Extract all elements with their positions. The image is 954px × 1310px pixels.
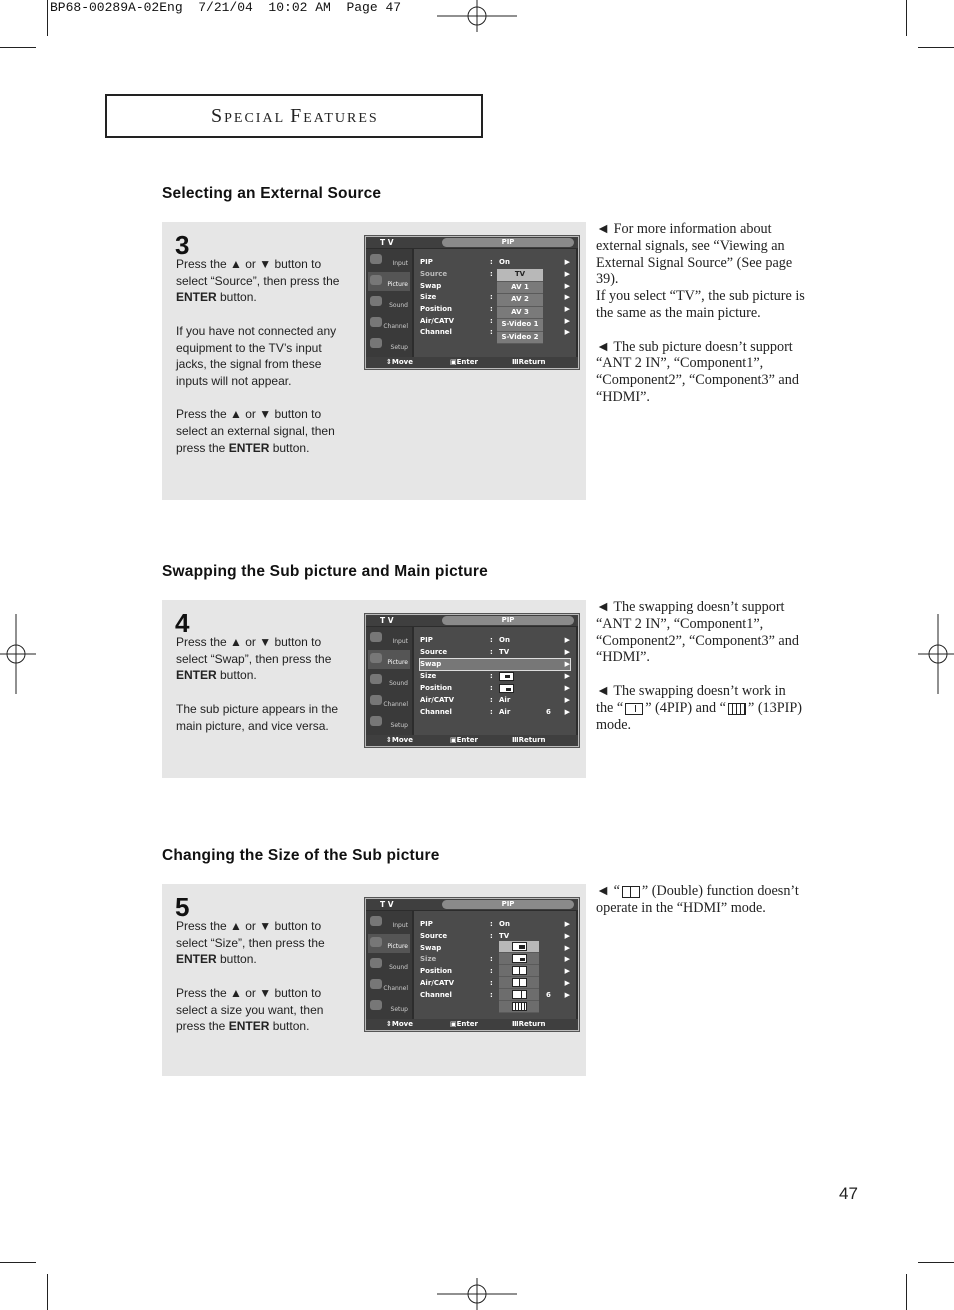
tv-osd-menu: T V PIP Input Picture Sound Channel Setup PIP : On ▶ Source : ▶ Swap ▶ Size : ▶ Position : ▶ Air/CATV : ▶ Channel : ▶ TV AV 1 AV 2 AV 3 S-Video 1 S-Video 2 ⇕ Move ▣ Enter Ⅲ Return (365, 236, 579, 369)
section-title: Selecting an External Source (162, 185, 382, 202)
step-number: 3 (175, 230, 190, 260)
crop-mark (918, 1262, 954, 1263)
crop-mark (0, 1262, 36, 1263)
crop-mark (918, 47, 954, 48)
crop-mark (906, 0, 907, 36)
step-panel (162, 222, 586, 500)
tv-osd-menu: T V PIP Input Picture Sound Channel Setup PIP : On ▶ Source : TV ▶ Swap ▶ Size : ▶ Position : ▶ Air/CATV : Air ▶ Channel : Air 6 ▶ ⇕ Move ▣ Enter Ⅲ Return (365, 614, 579, 747)
osd-sidebar: Input Picture Sound Channel Setup (366, 911, 412, 1019)
osd-sidebar: Input Picture Sound Channel Setup (366, 627, 412, 735)
13pip-icon (728, 703, 746, 715)
section-header-box (105, 94, 483, 138)
side-notes: ◄ The swapping doesn’t support “ANT 2 IN”, “Component1”, “Component2”, “Component3” and “HDMI”. ◄ The swapping doesn’t work in the “ ” (4PIP) and “ ” (13PIP) mode. (596, 599, 806, 750)
crop-mark (47, 1274, 48, 1310)
registration-mark (918, 614, 954, 694)
registration-mark (437, 1278, 517, 1310)
page-number: 47 (839, 1184, 858, 1203)
section-header-title: SPECIAL FEATURES (211, 105, 379, 127)
osd-sidebar: Input Picture Sound Channel Setup (366, 249, 412, 357)
double-icon (622, 886, 640, 898)
step-instructions: Press the ▲ or ▼ button to select “Source”, then press the ENTER button. If you have not connected any equipment to the TV’s input jacks, the signal from these inputs will not appear. Press the ▲ or ▼ button to select an external signal, then press the ENTER button. (176, 257, 340, 455)
tv-osd-menu: T V PIP Input Picture Sound Channel Setup PIP : On ▶ Source : TV ▶ Swap ▶ Size : ▶ Position : ▶ Air/CATV : ▶ Channel : 6 ▶ ⇕ Move ▣ Enter Ⅲ Return (365, 898, 579, 1031)
side-notes: ◄ For more information about external signals, see “Viewing an External Signal Source” (See page 39). If you select “TV”, the sub picture is the same as the main picture. ◄ The sub picture doesn’t support “ANT 2 IN”, “Component1”, “Component2”, “Component3” and “HDMI”. (596, 221, 805, 405)
double-note-with-icon: ◄ “ ” (Double) function doesn’t operate in the “HDMI” mode. (596, 883, 799, 916)
crop-mark (906, 1274, 907, 1310)
crop-mark (47, 0, 48, 36)
step-panel (162, 884, 586, 1076)
crop-mark (0, 47, 36, 48)
registration-mark (437, 0, 517, 32)
size-dropdown (499, 941, 539, 1013)
print-slug: BP68-00289A-02Eng 7/21/04 10:02 AM Page 47 (50, 0, 402, 15)
section-title: Swapping the Sub picture and Main picture (162, 563, 488, 580)
swap-note-with-icons: ◄ The swapping doesn’t work in the “ ” (4PIP) and “ ” (13PIP) mode. (596, 682, 802, 733)
4pip-icon (625, 703, 643, 715)
step-number: 4 (175, 608, 190, 638)
side-notes (596, 883, 806, 933)
registration-mark (0, 614, 36, 694)
section-title: Changing the Size of the Sub picture (162, 847, 440, 864)
step-instructions: Press the ▲ or ▼ button to select “Swap”, then press the ENTER button. The sub picture appears in the main picture, and vice versa. (176, 635, 339, 733)
source-dropdown: TV AV 1 AV 2 AV 3 S-Video 1 S-Video 2 (497, 269, 543, 344)
step-instructions: Press the ▲ or ▼ button to select “Size”, then press the ENTER button. Press the ▲ or ▼ button to select a size you want, then press the ENTER button. (176, 919, 325, 1034)
step-number: 5 (175, 892, 190, 922)
step-panel (162, 600, 586, 778)
